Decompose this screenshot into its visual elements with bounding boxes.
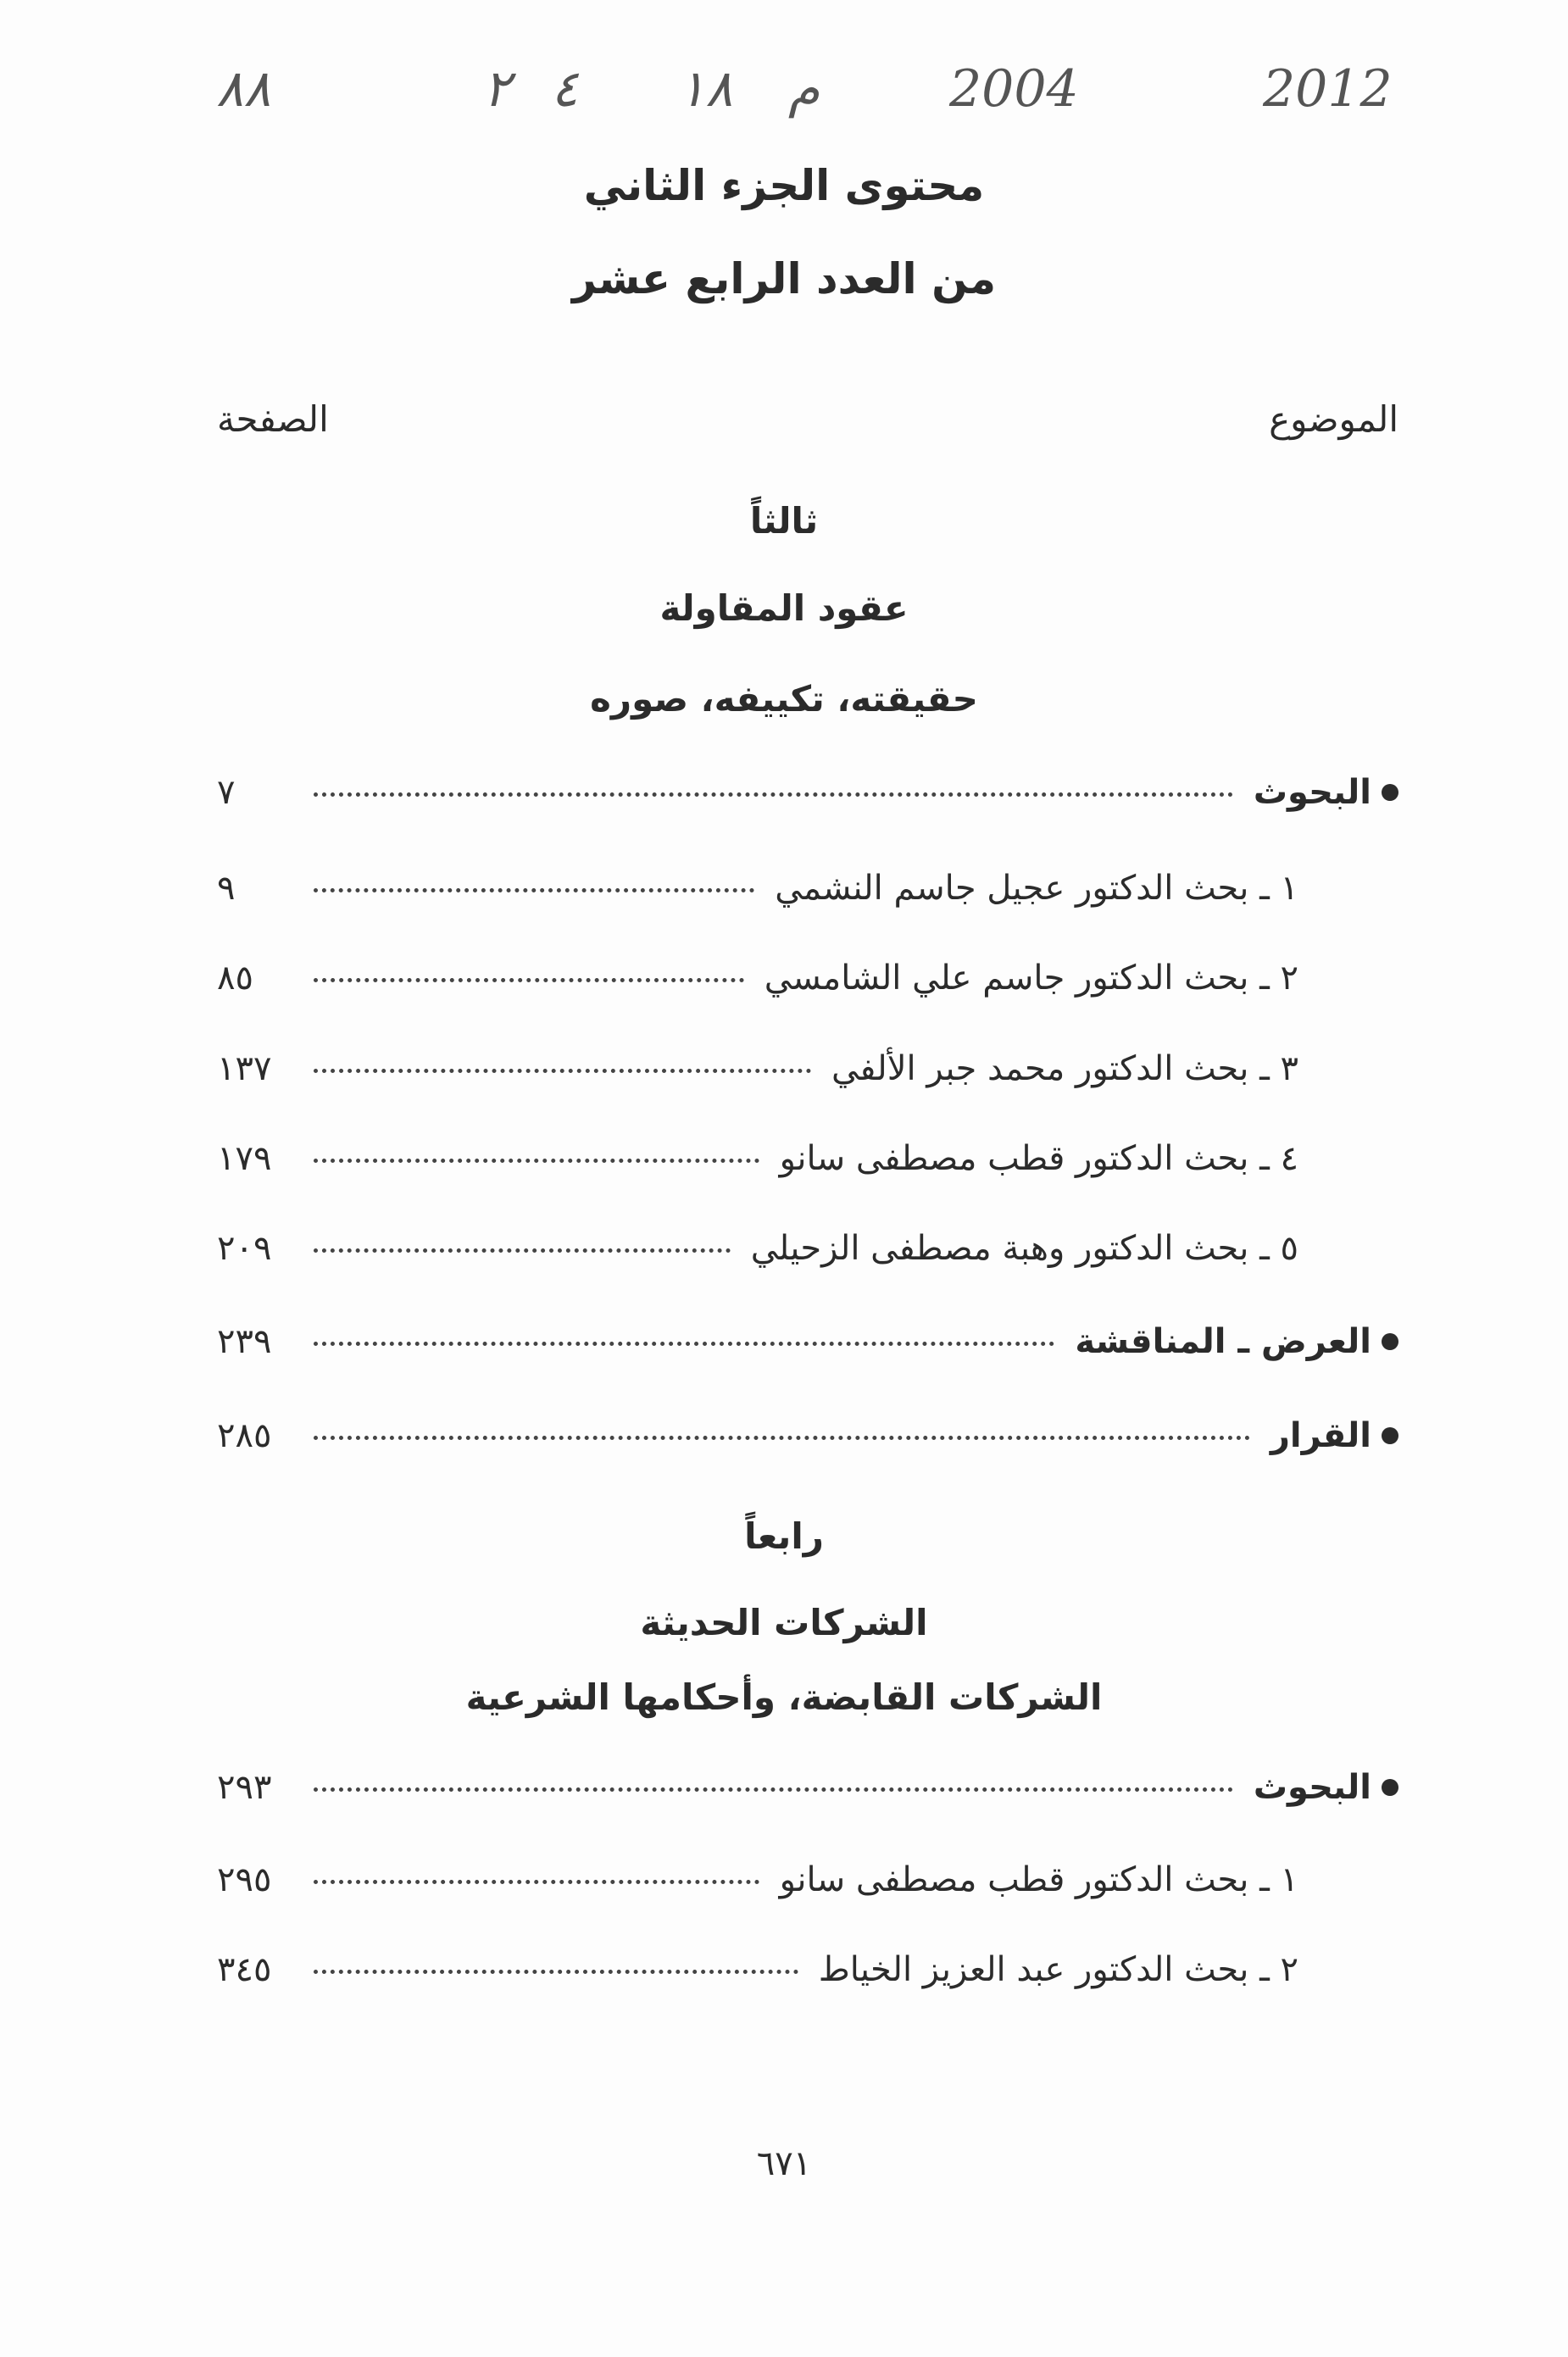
handwritten-note: م: [788, 59, 820, 119]
entry-label: ١ ـ بحث الدكتور قطب مصطفى سانو: [779, 1860, 1298, 1899]
entry-page: ٢٩٥: [217, 1860, 272, 1899]
toc-entry[interactable]: [217, 1768, 1398, 1807]
leader-dots: [314, 1970, 798, 1974]
handwritten-note: ٨٨: [216, 59, 271, 119]
leader-dots: [314, 1880, 759, 1884]
entry-page: ١٣٧: [217, 1049, 272, 1088]
bullet-icon: [1382, 1333, 1398, 1350]
handwritten-note: ٤: [551, 59, 579, 119]
page-column-header: الصفحة: [217, 398, 329, 440]
toc-entry[interactable]: [217, 1950, 1298, 1989]
entry-page: ١٧٩: [217, 1139, 272, 1178]
entry-label: ١ ـ بحث الدكتور عجيل جاسم النشمي: [775, 869, 1298, 908]
toc-entry[interactable]: [217, 959, 1298, 998]
handwritten-note: ١٨: [678, 59, 733, 119]
entry-page: ٢٣٩: [217, 1322, 272, 1361]
toc-entry[interactable]: [217, 773, 1398, 812]
entry-page: ٧: [217, 773, 236, 812]
toc-entry[interactable]: [217, 1416, 1398, 1455]
entry-page: ٢٩٣: [217, 1768, 272, 1807]
toc-entry[interactable]: [217, 1860, 1298, 1899]
section-ordinal: رابعاً: [744, 1515, 824, 1557]
entry-label: ٣ ـ بحث الدكتور محمد جبر الألفي: [831, 1049, 1298, 1088]
entry-label: البحوث: [1253, 1768, 1371, 1807]
entry-page: ٣٤٥: [217, 1950, 272, 1989]
entry-label: ٢ ـ بحث الدكتور جاسم علي الشامسي: [764, 959, 1298, 998]
entry-label: البحوث: [1253, 773, 1371, 812]
leader-dots: [314, 888, 754, 892]
entry-label: ٤ ـ بحث الدكتور قطب مصطفى سانو: [779, 1139, 1298, 1178]
entry-label: القرار: [1270, 1416, 1371, 1455]
handwritten-note: 2004: [949, 59, 1079, 119]
section-ordinal: ثالثاً: [749, 500, 819, 542]
toc-entry[interactable]: [217, 1322, 1398, 1361]
handwritten-note: ٢: [483, 59, 511, 119]
bullet-icon: [1382, 1427, 1398, 1444]
leader-dots: [314, 1436, 1250, 1440]
leader-dots: [314, 1342, 1054, 1346]
leader-dots: [314, 1069, 811, 1073]
page-title: محتوى الجزء الثاني: [583, 161, 985, 210]
entry-page: ٢٠٩: [217, 1229, 272, 1268]
toc-entry[interactable]: [217, 1049, 1298, 1088]
section-subtitle: الشركات القابضة، وأحكامها الشرعية: [465, 1676, 1103, 1718]
entry-label: ٢ ـ بحث الدكتور عبد العزيز الخياط: [818, 1950, 1298, 1989]
page-subtitle: من العدد الرابع عشر: [571, 254, 997, 303]
leader-dots: [314, 1787, 1233, 1792]
bullet-icon: [1382, 784, 1398, 801]
section-title: عقود المقاولة: [659, 587, 909, 629]
bullet-icon: [1382, 1779, 1398, 1796]
leader-dots: [314, 1159, 759, 1163]
entry-label: العرض ـ المناقشة: [1075, 1322, 1371, 1361]
toc-entry[interactable]: [217, 869, 1298, 908]
toc-entry[interactable]: [217, 1139, 1298, 1178]
entry-page: ٩: [217, 869, 236, 908]
toc-entry[interactable]: [217, 1229, 1298, 1268]
leader-dots: [314, 792, 1233, 797]
topic-column-header: الموضوع: [1269, 398, 1398, 440]
section-subtitle: حقيقته، تكييفه، صوره: [590, 678, 978, 720]
entry-page: ٢٨٥: [217, 1416, 272, 1455]
entry-label: ٥ ـ بحث الدكتور وهبة مصطفى الزحيلي: [750, 1229, 1298, 1268]
leader-dots: [314, 978, 744, 982]
leader-dots: [314, 1248, 731, 1253]
handwritten-note: 2012: [1263, 59, 1393, 119]
section-title: الشركات الحديثة: [640, 1602, 928, 1643]
entry-page: ٨٥: [217, 959, 253, 998]
page-number: ٦٧١: [756, 2144, 812, 2183]
